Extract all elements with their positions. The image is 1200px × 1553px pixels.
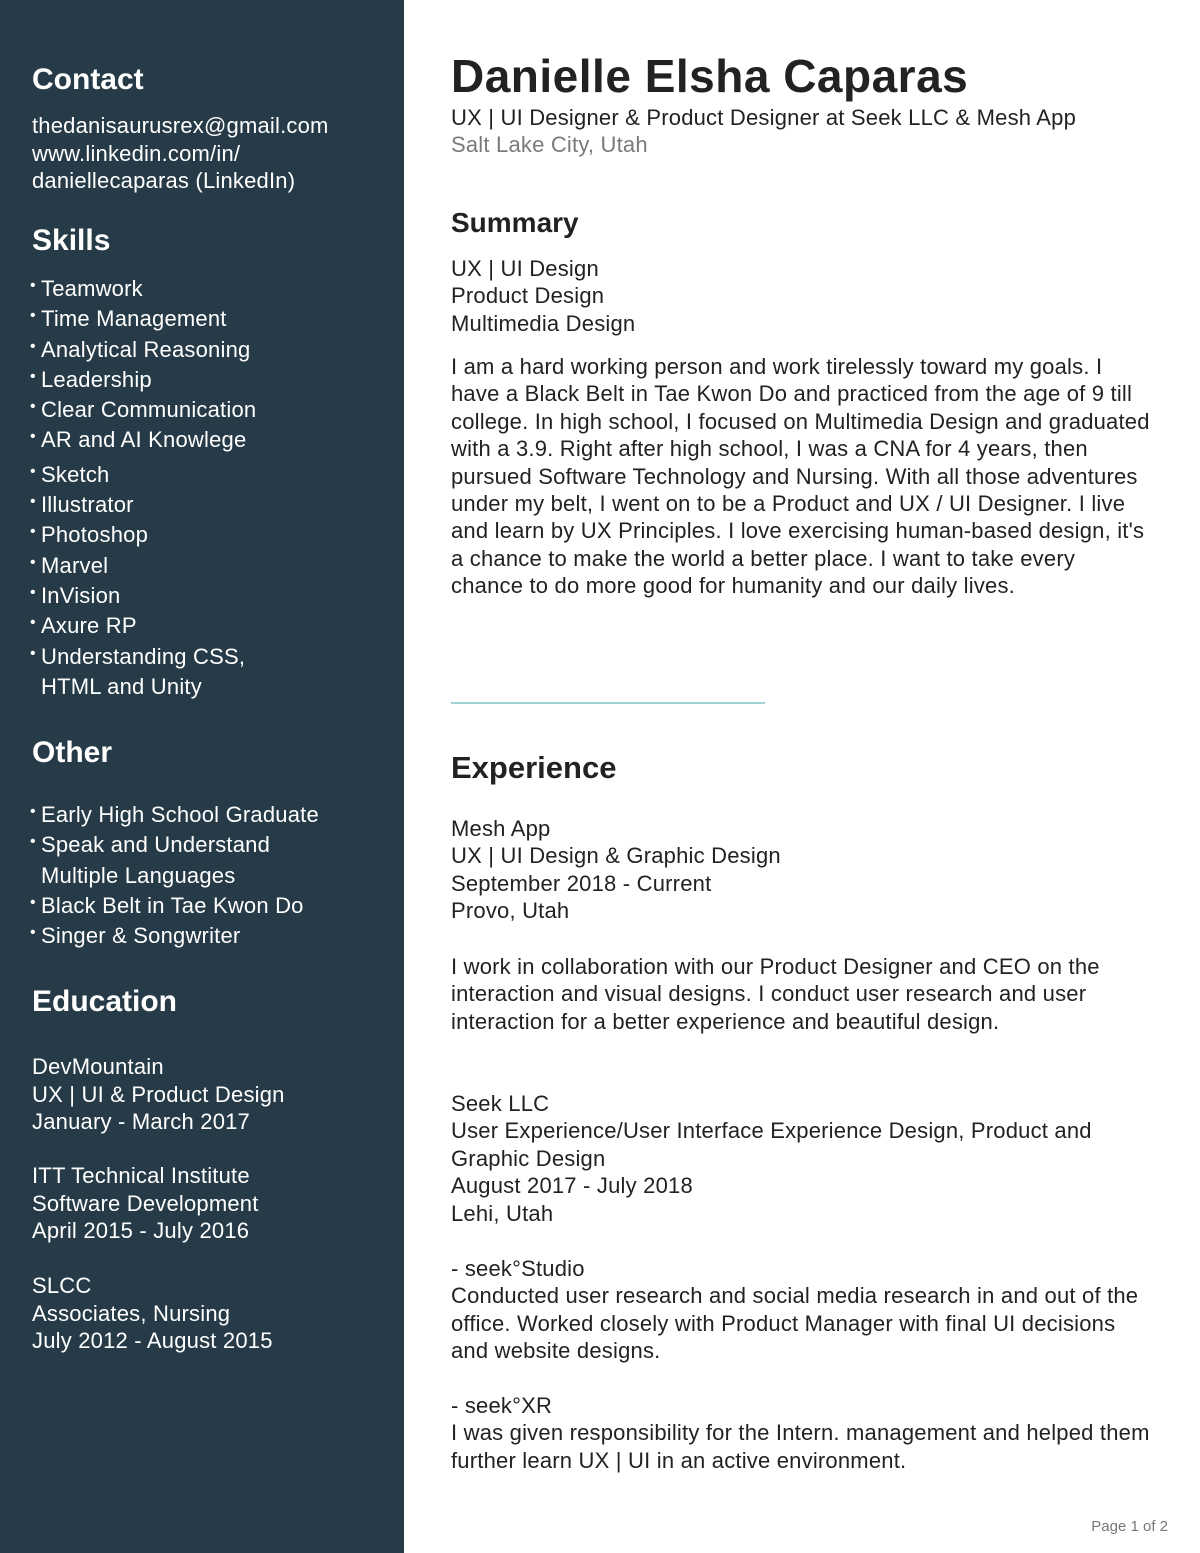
other-label: Multiple Languages (41, 862, 236, 888)
skill-item: • Marvel (30, 552, 109, 578)
other-item: • Early High School Graduate (30, 802, 319, 827)
contact-linkedin-line1[interactable]: www.linkedin.com/in/ (32, 140, 241, 166)
skill-label: Illustrator (41, 492, 134, 518)
contact-email[interactable]: thedanisaurusrex@gmail.com (32, 113, 329, 138)
education-heading: Education (32, 985, 178, 1018)
seek-studio-label: - seek°Studio (451, 1256, 585, 1281)
other-item: • Black Belt in Tae Kwon Do (30, 892, 304, 918)
job-description: I work in collaboration with our Product Designer and CEO on the interaction and visual designs. I conduct user research and user interaction for a better experience and beautiful design. (451, 954, 1100, 1034)
skills-list (32, 274, 256, 702)
other-label: Black Belt in Tae Kwon Do (41, 892, 304, 918)
summary-heading: Summary (451, 207, 579, 238)
education-school: ITT Technical Institute (32, 1163, 250, 1188)
skill-label: Sketch (41, 461, 110, 487)
job-dates: August 2017 - July 2018 (451, 1173, 693, 1199)
seek-xr-description: I was given responsibility for the Intern. management and helped them further learn UX | UI in an active environment. (451, 1420, 1150, 1473)
skill-label: InVision (41, 582, 121, 608)
skill-item: • Axure RP (30, 613, 137, 639)
skill-label: Axure RP (41, 613, 137, 639)
skill-item: • Analytical Reasoning (30, 336, 251, 362)
job-title: UX | UI Design & Graphic Design (451, 843, 781, 869)
skill-item: • Time Management (30, 306, 227, 332)
skill-label: HTML and Unity (41, 673, 202, 699)
skill-label: Time Management (41, 306, 227, 332)
other-item-continuation (32, 861, 319, 891)
skill-label: Photoshop (41, 522, 148, 548)
education-program: UX | UI & Product Design (32, 1081, 285, 1107)
other-item: • Speak and Understand (30, 832, 271, 858)
education-entry (32, 1162, 259, 1245)
job-location: Provo, Utah (451, 898, 570, 924)
other-item: • Singer & Songwriter (30, 923, 241, 949)
job-title: User Experience/User Interface Experience Design, Product and Graphic Design (451, 1118, 1092, 1171)
person-name: Danielle Elsha Caparas (451, 50, 969, 102)
skill-label: Clear Communication (41, 397, 257, 423)
other-label: Speak and Understand (41, 832, 271, 858)
seek-xr-label: - seek°XR (451, 1393, 553, 1418)
skill-label: Leadership (41, 366, 152, 392)
sidebar (0, 0, 404, 1553)
seek-studio-description: Conducted user research and social media research in and out of the office. Worked closely with Product Manager with final UI decisions and website designs. (451, 1283, 1139, 1364)
other-section (32, 735, 112, 771)
location: Salt Lake City, Utah (451, 132, 648, 157)
skill-item: • Teamwork (30, 276, 143, 301)
other-heading: Other (32, 736, 113, 769)
education-dates: January - March 2017 (32, 1109, 250, 1134)
education-section (32, 984, 177, 1020)
headline: UX | UI Designer & Product Designer at Seek LLC & Mesh App (451, 105, 1077, 130)
section-divider (451, 702, 765, 704)
job-company: Mesh App (451, 816, 551, 841)
seek-studio-block (451, 1255, 1151, 1365)
summary-focus-list (451, 255, 635, 337)
other-label: Singer & Songwriter (41, 923, 241, 949)
summary-focus-item: Multimedia Design (451, 310, 636, 336)
experience-heading: Experience (451, 750, 617, 785)
skill-item: • Photoshop (30, 522, 148, 548)
seek-xr-block (451, 1392, 1151, 1474)
contact-heading: Contact (32, 63, 144, 96)
skill-label: Understanding CSS, (41, 643, 246, 669)
contact-details (32, 112, 329, 195)
skill-item: • Understanding CSS, (30, 643, 246, 669)
other-list (32, 800, 319, 951)
education-program: Associates, Nursing (32, 1300, 231, 1326)
education-dates: April 2015 - July 2016 (32, 1218, 250, 1243)
job-dates: September 2018 - Current (451, 870, 712, 896)
summary-focus-item: Product Design (451, 283, 605, 309)
skill-item: • InVision (30, 582, 121, 608)
job-company: Seek LLC (451, 1091, 550, 1116)
skill-label: Teamwork (41, 276, 143, 301)
skill-item: • Clear Communication (30, 397, 257, 423)
page-number: Page 1 of 2 (1091, 1518, 1168, 1535)
skills-section (32, 223, 110, 259)
experience-entry-mesh (451, 815, 781, 925)
education-program: Software Development (32, 1190, 259, 1216)
summary-focus-item: UX | UI Design (451, 256, 599, 281)
skill-label: Marvel (41, 552, 109, 578)
other-label: Early High School Graduate (41, 802, 319, 827)
skill-item-continuation (32, 672, 256, 702)
job-location: Lehi, Utah (451, 1200, 554, 1226)
summary-paragraph: I am a hard working person and work tirelessly toward my goals. I have a Black Belt in Tae Kwon Do and practiced from the age of 9 till college. In high school, I focused on Multimedia Design and graduated with a 3.9. Right after high school, I was a CNA for 4 years, then pursued Software Technology and Nursing. With all those adventures under my belt, I went on to be a Product and UX / UI Designer. I live and learn by UX Principles. I love exercising human-based design, it's a chance to make the world a better place. I want to take every chance to do more good for humanity and our daily lives. (451, 354, 1150, 599)
skill-item: • AR and AI Knowlege (30, 427, 247, 453)
skill-label: AR and AI Knowlege (41, 427, 247, 453)
education-school: DevMountain (32, 1054, 164, 1079)
education-entry (32, 1053, 285, 1136)
skill-item: • Illustrator (30, 492, 134, 518)
skill-item: • Sketch (30, 461, 110, 487)
contact-linkedin-line2[interactable]: daniellecaparas (LinkedIn) (32, 168, 296, 193)
education-dates: July 2012 - August 2015 (32, 1328, 273, 1353)
skill-label: Analytical Reasoning (41, 336, 251, 362)
contact-section (32, 62, 144, 98)
education-school: SLCC (32, 1273, 92, 1298)
experience-entry-seek (451, 1090, 1151, 1227)
skills-heading: Skills (32, 224, 111, 257)
skill-item: • Leadership (30, 366, 152, 392)
education-entry (32, 1272, 273, 1355)
